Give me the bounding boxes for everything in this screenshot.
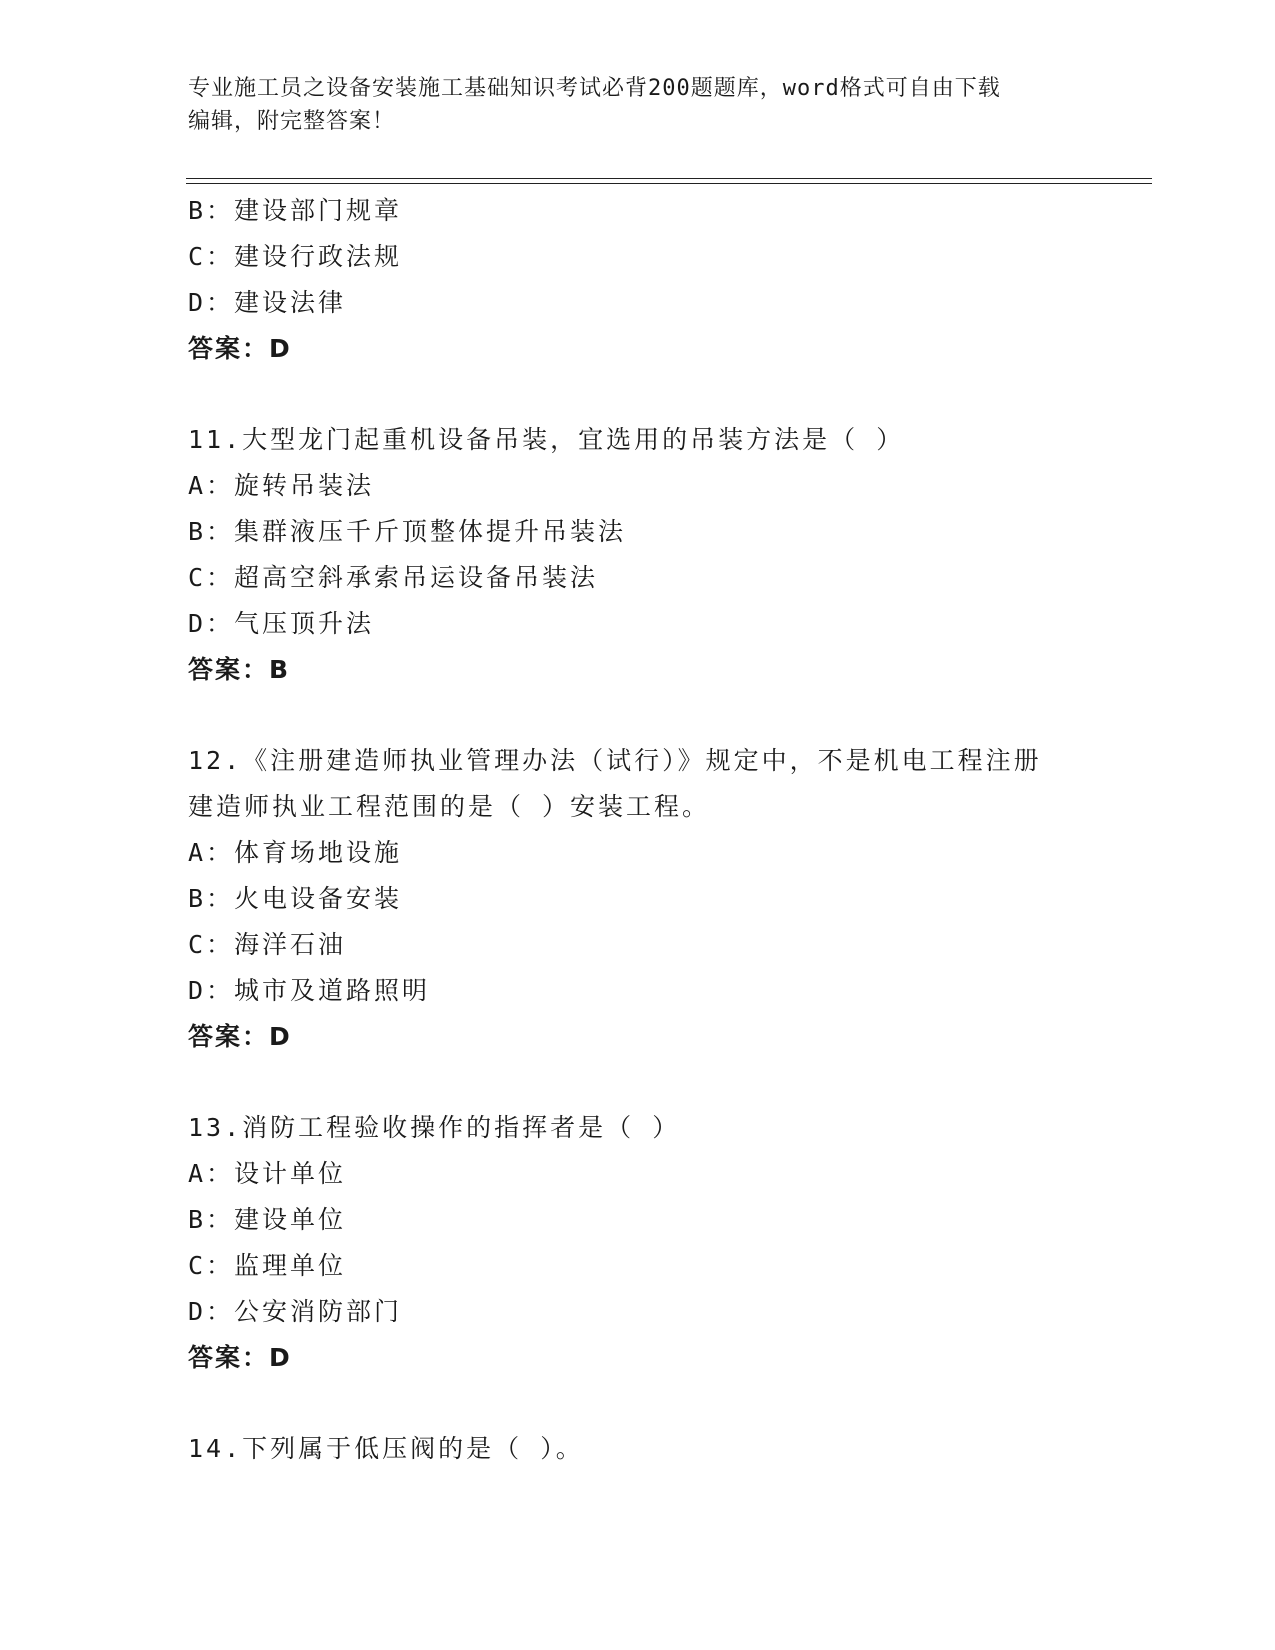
option-c: C：建设行政法规 (188, 242, 403, 271)
question-stem-line-1: 12.《注册建造师执业管理办法（试行）》规定中，不是机电工程注册 (188, 746, 1042, 775)
option-b: B：建设单位 (188, 1205, 347, 1234)
answer-line: 答案：D (188, 1022, 292, 1051)
option-b: B：集群液压千斤顶整体提升吊装法 (188, 517, 627, 546)
option-a: A：旋转吊装法 (188, 471, 375, 500)
option-c: C：监理单位 (188, 1251, 347, 1280)
answer-line: 答案：D (188, 334, 292, 363)
option-b: B：火电设备安装 (188, 884, 403, 913)
option-b: B：建设部门规章 (188, 196, 403, 225)
question-stem-line-2: 建造师执业工程范围的是（ ）安装工程。 (188, 792, 711, 821)
option-d: D：公安消防部门 (188, 1297, 403, 1326)
header-line-1: 专业施工员之设备安装施工基础知识考试必背200题题库，word格式可自由下载 (188, 76, 1001, 101)
option-c: C：超高空斜承索吊运设备吊装法 (188, 563, 599, 592)
question-13 (188, 1105, 1088, 1381)
option-a: A：设计单位 (188, 1159, 347, 1188)
answer-line: 答案：B (188, 655, 291, 684)
question-11 (188, 417, 1088, 693)
question-fragment (188, 188, 1088, 372)
option-d: D：气压顶升法 (188, 609, 375, 638)
header-rule-top (186, 178, 1152, 179)
option-a: A：体育场地设施 (188, 838, 403, 867)
question-list (188, 188, 1088, 1472)
option-d: D：建设法律 (188, 288, 347, 317)
question-stem: 11.大型龙门起重机设备吊装，宜选用的吊装方法是（ ） (188, 425, 905, 454)
option-d: D：城市及道路照明 (188, 976, 431, 1005)
question-stem: 13.消防工程验收操作的指挥者是（ ） (188, 1113, 681, 1142)
question-stem: 14.下列属于低压阀的是（ ）。 (188, 1434, 584, 1463)
header-line-2: 编辑，附完整答案！ (188, 109, 396, 134)
page-header (188, 72, 1068, 138)
question-12 (188, 738, 1088, 1060)
header-rule-bottom (186, 183, 1152, 184)
option-c: C：海洋石油 (188, 930, 347, 959)
answer-line: 答案：D (188, 1343, 292, 1372)
question-14 (188, 1426, 1088, 1472)
